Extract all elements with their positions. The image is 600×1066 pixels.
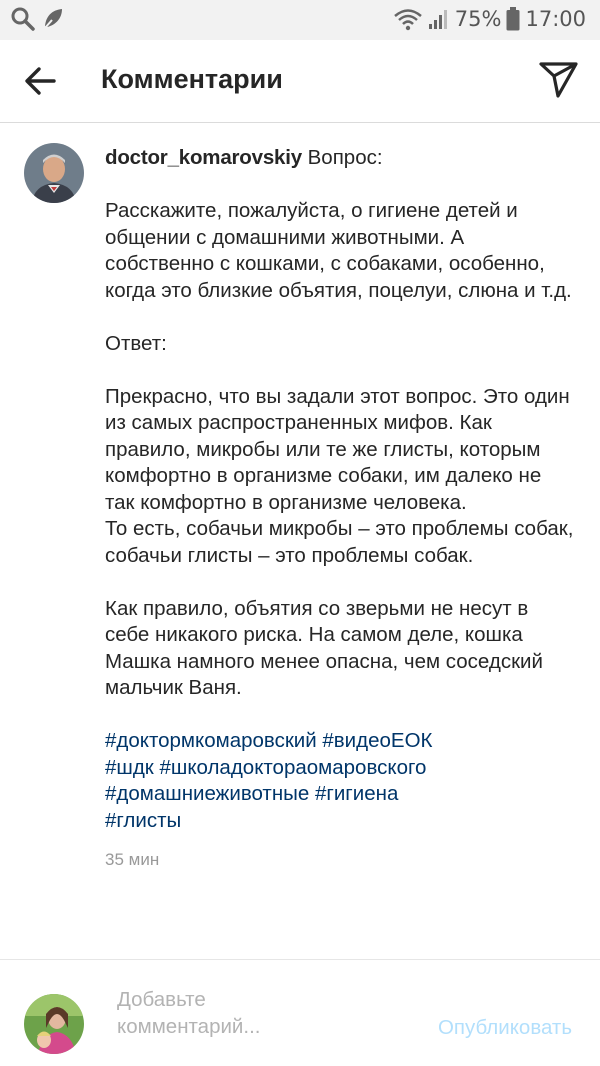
author-username[interactable]: doctor_komarovskiy	[105, 146, 302, 169]
battery-percent: 75%	[454, 7, 502, 31]
comment-input[interactable]: Добавьте комментарий...	[117, 988, 261, 1038]
wifi-icon	[393, 7, 423, 31]
comment-body	[105, 145, 575, 870]
send-icon[interactable]	[538, 58, 580, 100]
notification-icon	[42, 6, 66, 32]
publish-button[interactable]: Опубликовать	[437, 1016, 572, 1039]
comment-composer	[0, 960, 600, 1066]
hashtags[interactable]: #доктормкомаровский #видеоЕОК #шдк #школадоктораомаровского #домашниеживотные #гигиена #глисты	[105, 729, 433, 832]
user-avatar	[24, 994, 84, 1054]
arrow-left-icon[interactable]	[20, 60, 62, 102]
page-title: Комментарии	[101, 64, 283, 94]
clock: 17:00	[525, 7, 586, 31]
app-bar	[0, 40, 600, 123]
search-icon	[10, 6, 36, 32]
author-avatar[interactable]	[24, 143, 84, 203]
status-right	[393, 7, 586, 31]
comment-item	[0, 123, 600, 959]
status-bar	[0, 0, 600, 40]
status-left-icons	[10, 6, 66, 32]
comment-time: 35 мин	[105, 850, 160, 869]
battery-icon	[506, 7, 520, 31]
comment-text: Вопрос: Расскажите, пожалуйста, о гигиене детей и общении с домашними животными. А собственно с кошками, с собаками, особенно, когда это близкие объятия, поцелуи, слюна и т.д. Ответ: Прекрасно, что вы задали этот вопрос. Это один из самых распространенных мифов. Как правило, микробы или те же глисты, которым комфортно в организме собаки, им далеко не так комфортно в организме человека. То есть, собачьи микробы – это проблемы собак, собачьи глисты – это проблемы собак. Как правило, объятия со зверьми не несут в себе никакого риска. На самом деле, кошка Машка намного менее опасна, чем соседский мальчик Ваня.	[105, 146, 574, 699]
signal-icon	[428, 8, 450, 30]
